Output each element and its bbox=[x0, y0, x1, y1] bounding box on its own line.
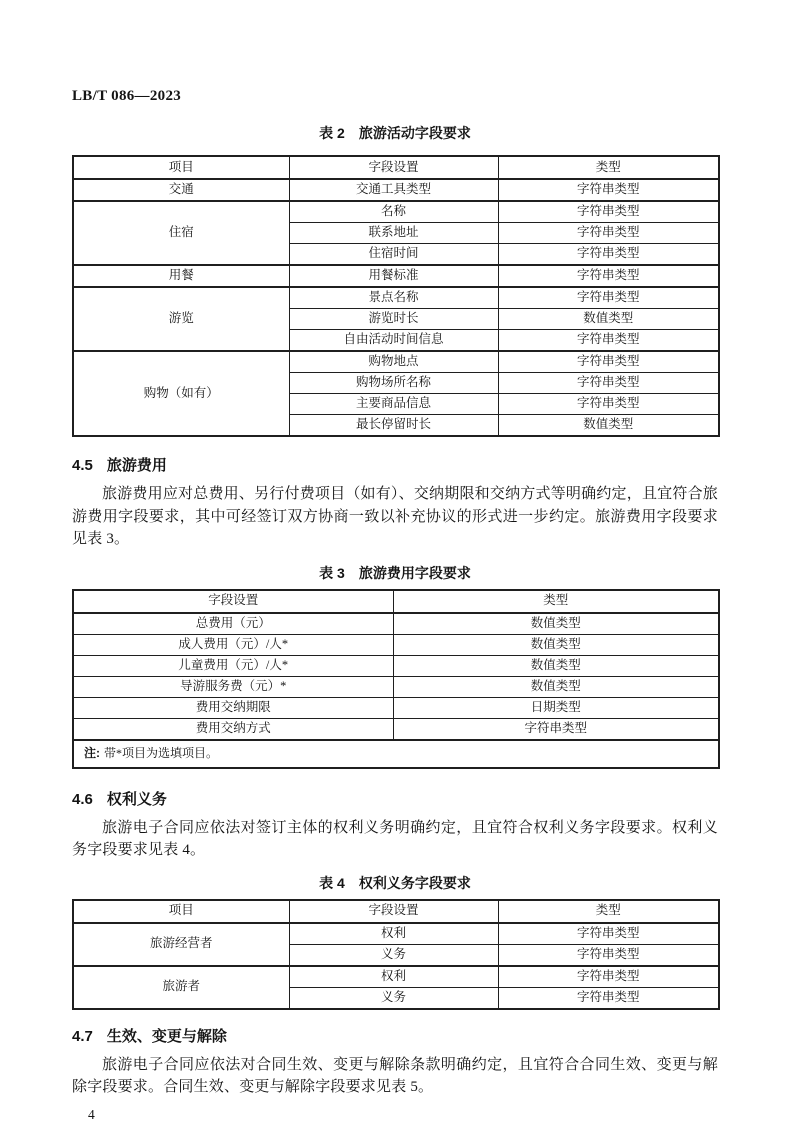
type-cell: 字符串类型 bbox=[498, 201, 719, 223]
type-cell: 字符串类型 bbox=[498, 373, 719, 394]
field-cell: 主要商品信息 bbox=[289, 394, 498, 415]
field-cell: 购物地点 bbox=[289, 351, 498, 373]
table3-title-label: 表 3 bbox=[319, 564, 345, 581]
type-cell: 数值类型 bbox=[393, 676, 719, 697]
type-cell: 数值类型 bbox=[498, 309, 719, 330]
type-cell: 日期类型 bbox=[393, 697, 719, 718]
section-heading-4-7 bbox=[72, 1028, 718, 1045]
field-cell: 导游服务费（元）* bbox=[73, 676, 393, 697]
type-cell: 字符串类型 bbox=[498, 394, 719, 415]
section-title: 生效、变更与解除 bbox=[106, 1027, 227, 1045]
type-cell: 数值类型 bbox=[498, 415, 719, 437]
table4-title bbox=[72, 875, 718, 891]
header-cell-type: 类型 bbox=[498, 900, 719, 923]
field-cell: 景点名称 bbox=[289, 287, 498, 309]
item-cell: 旅游经营者 bbox=[73, 923, 289, 966]
type-cell: 字符串类型 bbox=[498, 223, 719, 244]
table-row bbox=[73, 201, 719, 223]
type-cell: 字符串类型 bbox=[498, 287, 719, 309]
field-cell: 最长停留时长 bbox=[289, 415, 498, 437]
table-header-row bbox=[73, 590, 719, 613]
header-cell-field: 字段设置 bbox=[289, 156, 498, 179]
type-cell: 字符串类型 bbox=[498, 923, 719, 945]
table-row bbox=[73, 697, 719, 718]
section-4-5-paragraph: 旅游费用应对总费用、另行付费项目（如有）、交纳期限和交纳方式等明确约定，且宜符合旅游费用字段要求，其中可经签订双方协商一致以补充协议的形式进一步约定。旅游费用字段要求见表 3。 bbox=[72, 486, 718, 547]
table-note-row bbox=[73, 740, 719, 768]
table2-title-label: 表 2 bbox=[319, 125, 345, 141]
table2-title-text: 旅游活动字段要求 bbox=[358, 125, 471, 141]
type-cell: 字符串类型 bbox=[498, 944, 719, 966]
section-4-7-paragraph: 旅游电子合同应依法对合同生效、变更与解除条款明确约定，且宜符合合同生效、变更与解除字段要求。合同生效、变更与解除字段要求见表 5。 bbox=[72, 1056, 718, 1095]
type-cell: 数值类型 bbox=[393, 655, 719, 676]
table4-title-text: 权利义务字段要求 bbox=[358, 874, 471, 891]
type-cell: 字符串类型 bbox=[498, 179, 719, 201]
type-cell: 字符串类型 bbox=[498, 244, 719, 266]
section-title: 权利义务 bbox=[106, 790, 167, 808]
type-cell: 数值类型 bbox=[393, 634, 719, 655]
field-cell: 购物场所名称 bbox=[289, 373, 498, 394]
table-header-row bbox=[73, 156, 719, 179]
section-heading-4-5 bbox=[72, 457, 718, 474]
field-cell: 费用交纳期限 bbox=[73, 697, 393, 718]
field-cell: 费用交纳方式 bbox=[73, 718, 393, 740]
type-cell: 数值类型 bbox=[393, 613, 719, 635]
item-cell: 交通 bbox=[73, 179, 289, 201]
item-cell: 购物（如有） bbox=[73, 351, 289, 436]
field-cell: 自由活动时间信息 bbox=[289, 330, 498, 352]
table-row bbox=[73, 179, 719, 201]
item-cell: 旅游者 bbox=[73, 966, 289, 1009]
field-cell: 义务 bbox=[289, 944, 498, 966]
header-cell-type: 类型 bbox=[393, 590, 719, 613]
field-cell: 成人费用（元）/人* bbox=[73, 634, 393, 655]
field-cell: 联系地址 bbox=[289, 223, 498, 244]
field-cell: 名称 bbox=[289, 201, 498, 223]
table-row bbox=[73, 351, 719, 373]
table-row bbox=[73, 287, 719, 309]
field-cell: 交通工具类型 bbox=[289, 179, 498, 201]
table-row bbox=[73, 718, 719, 740]
section-number: 4.5 bbox=[72, 457, 93, 474]
header-cell-field: 字段设置 bbox=[289, 900, 498, 923]
type-cell: 字符串类型 bbox=[498, 265, 719, 287]
type-cell: 字符串类型 bbox=[498, 330, 719, 352]
table3-title bbox=[72, 565, 718, 581]
type-cell: 字符串类型 bbox=[498, 351, 719, 373]
note-label: 注: bbox=[84, 746, 100, 760]
header-cell-type: 类型 bbox=[498, 156, 719, 179]
field-cell: 义务 bbox=[289, 987, 498, 1009]
section-heading-4-6 bbox=[72, 791, 718, 808]
field-cell: 住宿时间 bbox=[289, 244, 498, 266]
rights-obligations-table bbox=[72, 899, 720, 1010]
note-text: 带*项目为选填项目。 bbox=[104, 746, 219, 760]
table-row bbox=[73, 613, 719, 635]
section-title: 旅游费用 bbox=[106, 457, 167, 474]
field-cell: 权利 bbox=[289, 923, 498, 945]
table-row bbox=[73, 634, 719, 655]
note-cell bbox=[73, 740, 719, 768]
table-header-row bbox=[73, 900, 719, 923]
table-row bbox=[73, 676, 719, 697]
table-row bbox=[73, 966, 719, 988]
tourism-fee-table bbox=[72, 589, 720, 769]
section-number: 4.7 bbox=[72, 1027, 93, 1045]
type-cell: 字符串类型 bbox=[498, 987, 719, 1009]
tourism-activity-table bbox=[72, 155, 720, 437]
header-cell-item: 项目 bbox=[73, 900, 289, 923]
field-cell: 用餐标准 bbox=[289, 265, 498, 287]
type-cell: 字符串类型 bbox=[498, 966, 719, 988]
item-cell: 住宿 bbox=[73, 201, 289, 265]
item-cell: 游览 bbox=[73, 287, 289, 351]
table4-title-label: 表 4 bbox=[319, 874, 345, 891]
document-code: LB/T 086—2023 bbox=[72, 88, 182, 104]
field-cell: 总费用（元） bbox=[73, 613, 393, 635]
field-cell: 游览时长 bbox=[289, 309, 498, 330]
table-row bbox=[73, 655, 719, 676]
table-row bbox=[73, 923, 719, 945]
table-row bbox=[73, 265, 719, 287]
header-cell-item: 项目 bbox=[73, 156, 289, 179]
table3-title-text: 旅游费用字段要求 bbox=[358, 564, 471, 581]
section-4-6-paragraph: 旅游电子合同应依法对签订主体的权利义务明确约定，且宜符合权利义务字段要求。权利义务字段要求见表 4。 bbox=[72, 819, 718, 858]
field-cell: 儿童费用（元）/人* bbox=[73, 655, 393, 676]
item-cell: 用餐 bbox=[73, 265, 289, 287]
header-cell-field: 字段设置 bbox=[73, 590, 393, 613]
table2-title bbox=[72, 125, 718, 141]
page-number: 4 bbox=[88, 1106, 95, 1122]
field-cell: 权利 bbox=[289, 966, 498, 988]
section-number: 4.6 bbox=[72, 790, 93, 808]
type-cell: 字符串类型 bbox=[393, 718, 719, 740]
